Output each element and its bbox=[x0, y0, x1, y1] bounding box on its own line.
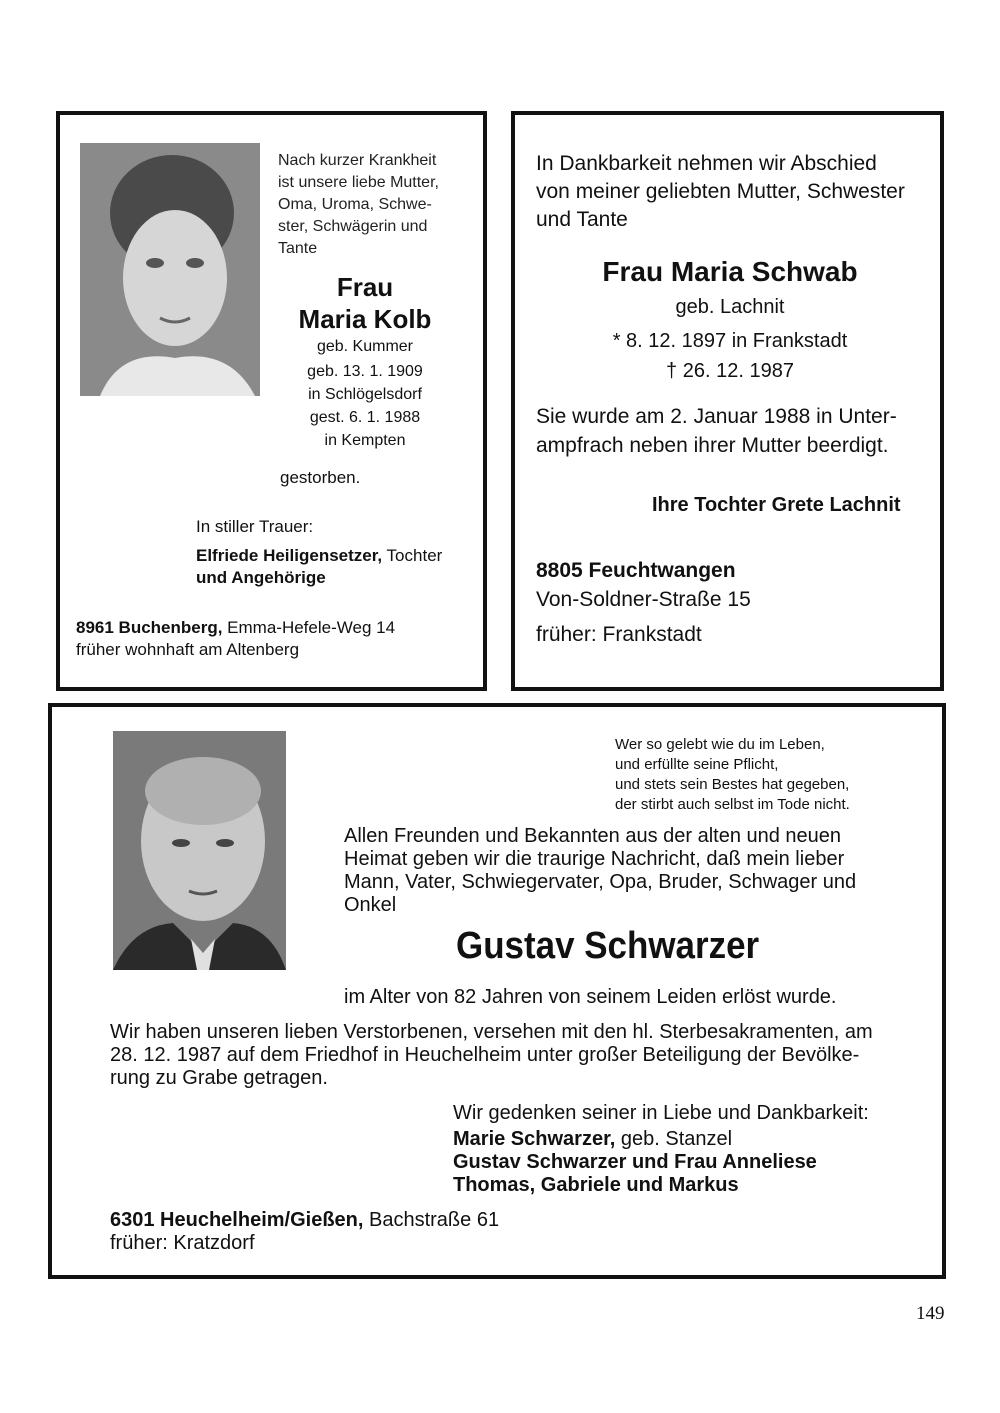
life-dates-kolb bbox=[290, 335, 440, 452]
address-street: Bachstraße 61 bbox=[363, 1209, 500, 1231]
deceased-name-schwab: Frau Maria Schwab bbox=[602, 256, 858, 287]
born-date: geb. 13. 1. 1909 bbox=[307, 363, 423, 380]
portrait-woman-icon bbox=[80, 143, 260, 396]
intro-line: Onkel bbox=[344, 894, 397, 916]
burial-line: Wir haben unseren lieben Verstorbenen, versehen mit den hl. Sterbesakramenten, am bbox=[110, 1021, 873, 1043]
name-line: Frau bbox=[336, 272, 394, 302]
deceased-name-schwarzer: Gustav Schwarzer bbox=[456, 925, 760, 967]
life-dates-schwab bbox=[560, 292, 900, 386]
intro-line: Heimat geben wir die traurige Nachricht, daß mein lieber bbox=[344, 848, 845, 870]
address-city: 8805 Feuchtwangen bbox=[536, 559, 736, 582]
intro-line: Tante bbox=[278, 240, 318, 257]
mourner-relation: Tochter bbox=[382, 546, 443, 565]
born-line: * 8. 12. 1897 in Frankstadt bbox=[612, 330, 848, 352]
mourner-schwab: Ihre Tochter Grete Lachnit bbox=[652, 494, 901, 516]
burial-line: 28. 12. 1987 auf dem Friedhof in Heuchelheim unter großer Beteiligung der Bevölke- bbox=[110, 1044, 860, 1066]
died-line: † 26. 12. 1987 bbox=[666, 360, 794, 382]
burial-line: rung zu Grabe getragen. bbox=[110, 1067, 328, 1089]
verse-line: und stets sein Bestes hat gegeben, bbox=[615, 776, 850, 793]
burial-schwab bbox=[536, 402, 897, 460]
mourner-others: und Angehörige bbox=[196, 568, 326, 587]
intro-line: Nach kurzer Krankheit bbox=[278, 152, 437, 169]
notice1-intro bbox=[278, 150, 439, 260]
portrait-photo-maria-kolb bbox=[80, 143, 260, 396]
burial-schwarzer bbox=[110, 1021, 873, 1090]
name-line: Maria Kolb bbox=[298, 304, 432, 334]
mourning-label: In stiller Trauer: bbox=[196, 517, 314, 536]
mourner-line: Gustav Schwarzer und Frau Anneliese bbox=[453, 1151, 817, 1173]
mourner-name: Elfriede Heiligensetzer, bbox=[196, 546, 383, 565]
verse-line: und erfüllte seine Pflicht, bbox=[615, 756, 779, 773]
mourner-line: Thomas, Gabriele und Markus bbox=[453, 1174, 739, 1196]
birth-name: geb. Lachnit bbox=[675, 296, 785, 318]
address-former: früher wohnhaft am Altenberg bbox=[76, 640, 300, 659]
address-kolb bbox=[76, 617, 395, 661]
address-street: Von-Soldner-Straße 15 bbox=[536, 588, 751, 611]
address-schwarzer bbox=[110, 1209, 499, 1255]
mourner-rest: geb. Stanzel bbox=[615, 1128, 733, 1150]
address-schwab bbox=[536, 556, 751, 649]
page-number: 149 bbox=[916, 1303, 945, 1324]
verse-line: der stirbt auch selbst im Tode nicht. bbox=[615, 796, 850, 813]
notice3-intro bbox=[344, 825, 856, 917]
address-street: Emma-Hefele-Weg 14 bbox=[222, 618, 396, 637]
portrait-man-icon bbox=[113, 731, 286, 970]
died-date: gest. 6. 1. 1988 bbox=[309, 409, 421, 426]
burial-line: Sie wurde am 2. Januar 1988 in Unter- bbox=[536, 405, 897, 428]
intro-line: und Tante bbox=[536, 208, 628, 231]
intro-line: In Dankbarkeit nehmen wir Abschied bbox=[536, 152, 877, 175]
died-place: in Kempten bbox=[324, 432, 406, 449]
address-city: 6301 Heuchelheim/Gießen, bbox=[110, 1209, 364, 1231]
age-line: im Alter von 82 Jahren von seinem Leiden erlöst wurde. bbox=[344, 986, 837, 1008]
mourners-kolb bbox=[196, 545, 442, 589]
closing-word: gestorben. bbox=[280, 468, 361, 487]
verse-line: Wer so gelebt wie du im Leben, bbox=[615, 736, 825, 753]
born-place: in Schlögelsdorf bbox=[308, 386, 422, 403]
verse bbox=[615, 735, 850, 815]
address-city: 8961 Buchenberg, bbox=[76, 618, 223, 637]
intro-line: Oma, Uroma, Schwe- bbox=[278, 196, 432, 213]
address-former: früher: Kratzdorf bbox=[110, 1232, 255, 1254]
remembrance-line: Wir gedenken seiner in Liebe und Dankbarkeit: bbox=[453, 1102, 869, 1124]
intro-line: von meiner geliebten Mutter, Schwester bbox=[536, 180, 905, 203]
deceased-name-kolb bbox=[290, 271, 440, 335]
mourner-name: Marie Schwarzer, bbox=[453, 1128, 616, 1150]
birth-name: geb. Kummer bbox=[316, 338, 414, 355]
mourners-schwarzer bbox=[453, 1128, 817, 1197]
intro-line: ster, Schwägerin und bbox=[278, 218, 428, 235]
intro-line: Allen Freunden und Bekannten aus der alten und neuen bbox=[344, 825, 842, 847]
address-former: früher: Frankstadt bbox=[536, 623, 702, 646]
burial-line: ampfrach neben ihrer Mutter beerdigt. bbox=[536, 434, 889, 457]
intro-line: Mann, Vater, Schwiegervater, Opa, Bruder, Schwager und bbox=[344, 871, 857, 893]
notice2-intro bbox=[536, 150, 905, 234]
portrait-photo-gustav-schwarzer bbox=[113, 731, 286, 970]
intro-line: ist unsere liebe Mutter, bbox=[278, 174, 439, 191]
